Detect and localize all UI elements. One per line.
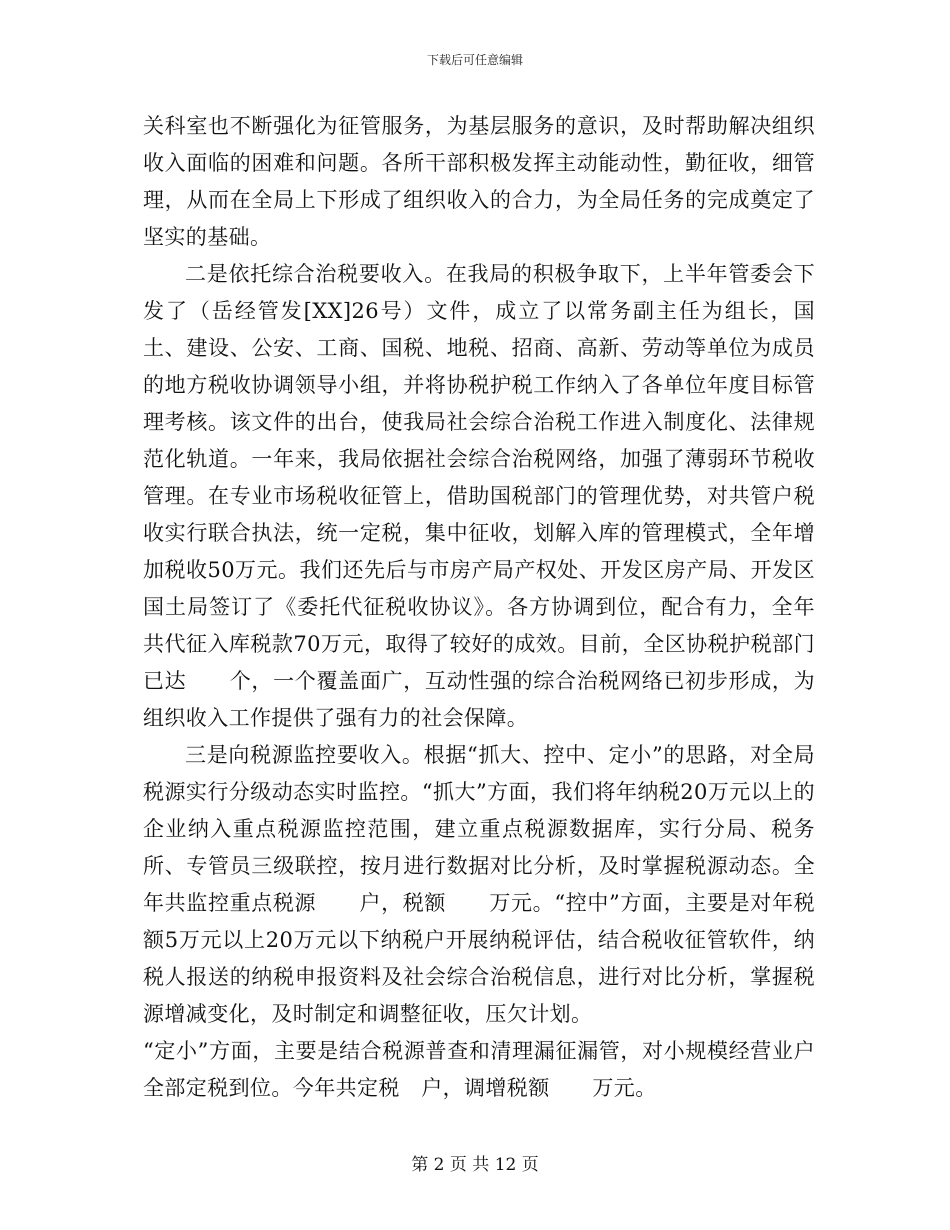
paragraph-small-taxpayers: “定小”方面，主要是结合税源普查和清理漏征漏管，对小规模经营业户全部定税到位。今年共定税 户，调增税额 万元。: [143, 1039, 815, 1100]
paragraph-comprehensive-tax: 二是依托综合治税要收入。在我局的积极争取下，上半年管委会下发了（岳经管发[XX]26号）文件，成立了以常务副主任为组长，国土、建设、公安、工商、国税、地税、招商、高新、劳动等单位为成员的地方税收协调领导小组，并将协税护税工作纳入了各单位年度目标管理考核。该文件的出台，使我局社会综合治税工作进入制度化、法律规范化轨道。一年来，我局依据社会综合治税网络，加强了薄弱环节税收管理。在专业市场税收征管上，借助国税部门的管理优势，对共管户税收实行联合执法，统一定税，集中征收，划解入库的管理模式，全年增加税收50万元。我们还先后与市房产局产权处、开发区房产局、开发区国土局签订了《委托代征税收协议》。各方协调到位，配合有力，全年共代征入库税款70万元，取得了较好的成效。目前，全区协税护税部门已达 个，一个覆盖面广，互动性强的综合治税网络已初步形成，为组织收入工作提供了强有力的社会保障。: [143, 262, 815, 730]
paragraph-tax-source-monitoring: 三是向税源监控要收入。根据“抓大、控中、定小”的思路，对全局税源实行分级动态实时监控。“抓大”方面，我们将年纳税20万元以上的企业纳入重点税源监控范围，建立重点税源数据库，实行分局、税务所、专管员三级联控，按月进行数据对比分析，及时掌握税源动态。全年共监控重点税源 户，税额 万元。“控中”方面，主要是对年税额5万元以上20万元以下纳税户开展纳税评估，结合税收征管软件，纳税人报送的纳税申报资料及社会综合治税信息，进行对比分析，掌握税源增减变化，及时制定和调整征收，压欠计划。: [143, 743, 815, 1026]
document-body: [143, 108, 815, 1107]
page-number: 第 2 页 共 12 页: [411, 1155, 539, 1175]
paragraph-continuation: 关科室也不断强化为征管服务，为基层服务的意识，及时帮助解决组织收入面临的困难和问题。各所干部积极发挥主动能动性，勤征收，细管理，从而在全局上下形成了组织收入的合力，为全局任务的完成奠定了坚实的基础。: [143, 114, 815, 249]
page-header: 下载后可任意编辑: [426, 53, 523, 67]
